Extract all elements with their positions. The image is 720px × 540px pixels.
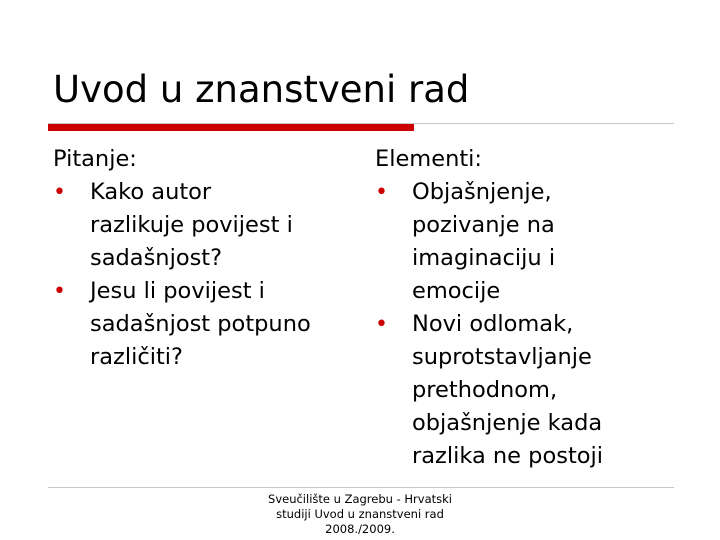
footer-divider xyxy=(48,487,674,488)
bullet-line: emocije xyxy=(412,278,501,304)
title-accent-bar xyxy=(48,124,414,131)
slide-title: Uvod u znanstveni rad xyxy=(53,68,470,111)
bullet-line: imaginaciju i xyxy=(412,245,556,271)
bullet-line: Kako autor xyxy=(90,179,212,205)
bullet-line: Novi odlomak, xyxy=(412,311,574,337)
bullet-icon: • xyxy=(53,279,66,304)
bullet-line: Jesu li povijest i xyxy=(90,278,265,304)
bullet-item xyxy=(375,308,675,473)
right-bullet-list xyxy=(375,176,675,473)
right-column xyxy=(375,143,675,473)
left-column xyxy=(53,143,353,374)
left-heading: Pitanje: xyxy=(53,146,137,172)
bullet-line: prethodnom, xyxy=(412,377,558,403)
bullet-item xyxy=(53,275,353,374)
bullet-icon: • xyxy=(375,312,388,337)
bullet-item xyxy=(53,176,353,275)
right-heading: Elementi: xyxy=(375,146,482,172)
bullet-line: sadašnjost potpuno xyxy=(90,311,311,337)
left-bullet-list xyxy=(53,176,353,374)
bullet-icon: • xyxy=(375,180,388,205)
bullet-line: Objašnjenje, xyxy=(412,179,552,205)
bullet-icon: • xyxy=(53,180,66,205)
bullet-line: razlika ne postoji xyxy=(412,443,604,469)
footer-text: Sveučilište u Zagrebu - Hrvatski studiji Uvod u znanstveni rad 2008./2009. xyxy=(268,492,452,536)
bullet-item xyxy=(375,176,675,308)
bullet-line: različiti? xyxy=(90,344,183,370)
bullet-line: suprotstavljanje xyxy=(412,344,592,370)
bullet-line: pozivanje na xyxy=(412,212,555,238)
bullet-line: sadašnjost? xyxy=(90,245,223,271)
bullet-line: objašnjenje kada xyxy=(412,410,603,436)
bullet-line: razlikuje povijest i xyxy=(90,212,293,238)
